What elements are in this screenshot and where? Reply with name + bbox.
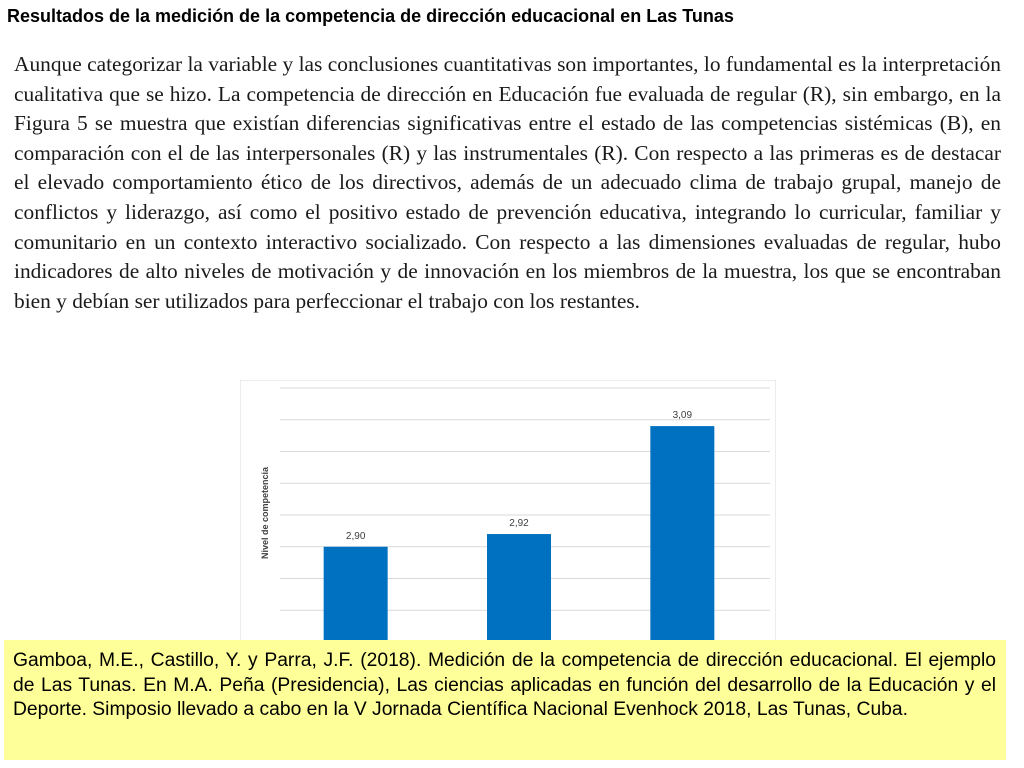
bar-1 [324,547,388,642]
bar-chart-svg [240,380,776,642]
reference-citation: Gamboa, M.E., Castillo, Y. y Parra, J.F. (2018). Medición de la competencia de dirección educacional. El ejemplo de Las Tunas. En M.A. Peña (Presidencia), Las ciencias aplicadas en función del desarrollo de la Educación y el Deporte. Simposio llevado a cabo en la V Jornada Científica Nacional Evenhock 2018, Las Tunas, Cuba. [4,640,1006,760]
data-label-1: 2,90 [345,530,366,542]
data-label-2: 2,92 [509,518,529,530]
body-paragraph: Aunque categorizar la variable y las conclusiones cuantitativas son importantes, lo fundamental es la interpretación cualitativa que se hizo. La competencia de dirección en Educación fue evaluada de regular (R), sin embargo, en la Figura 5 se muestra que existían diferencias significativas entre el estado de las competencias sistémicas (B), en comparación con el de las interpersonales (R) y las instrumentales (R). Con respecto a las primeras es de destacar el elevado comportamiento ético de los directivos, además de un adecuado clima de trabajo grupal, manejo de conflictos y liderazgo, así como el positivo estado de prevención educativa, integrando lo curricular, familiar y comunitario en un contexto interactivo socializado. Con respecto a las dimensiones evaluadas de regular, hubo indicadores de alto niveles de motivación y de innovación en los miembros de la muestra, los que se encontraban bien y debían ser utilizados para perfeccionar el trabajo con los restantes. [14,52,1001,313]
data-label-3: 3,09 [672,410,693,422]
bar-3 [650,426,714,642]
bar-2 [487,534,551,642]
y-axis-label: Nivel de competencia [260,466,270,560]
page-title: Resultados de la medición de la competencia de dirección educacional en Las Tunas [7,6,734,26]
bar-chart [240,380,776,642]
